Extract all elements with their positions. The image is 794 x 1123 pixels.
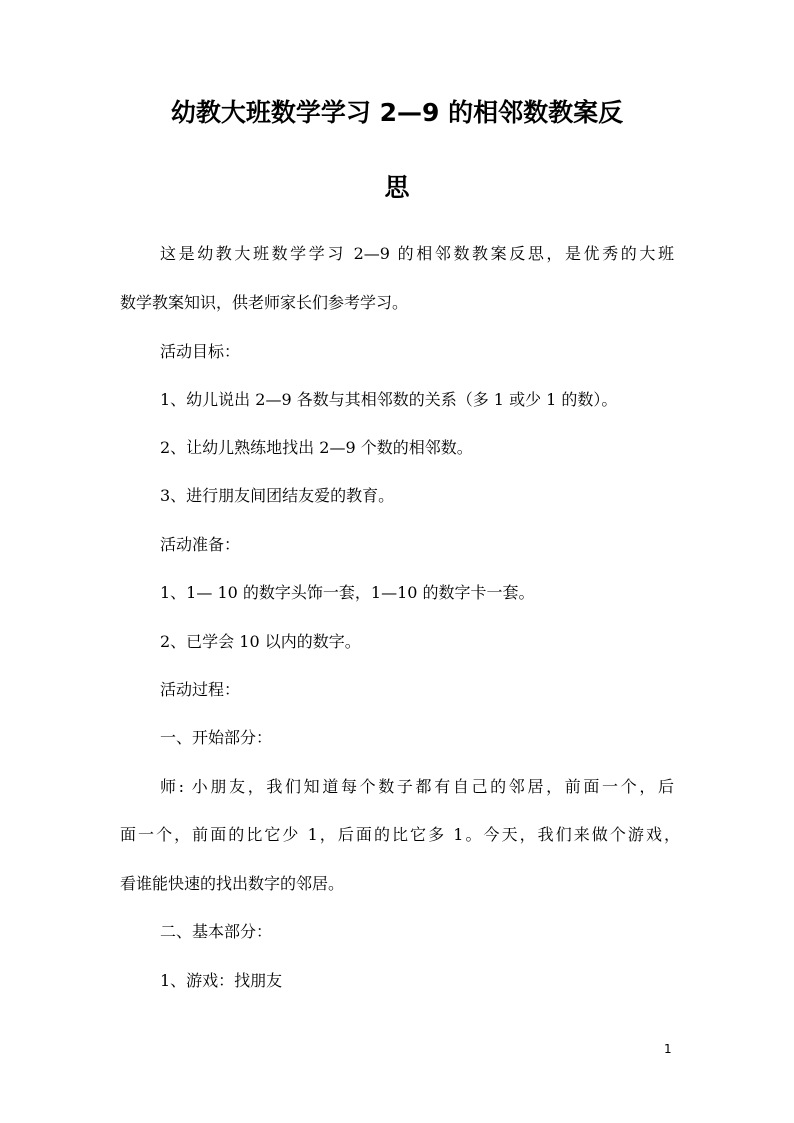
process-heading: 活动过程： [160, 680, 241, 699]
document-title-line-2: 思 [384, 173, 410, 202]
goal-item-3: 3、进行朋友间团结友爱的教育。 [160, 486, 395, 505]
part1-paragraph-line-3: 看谁能快速的找出数字的邻居。 [120, 874, 345, 893]
part2-heading: 二、基本部分： [160, 922, 273, 941]
intro-paragraph-line-2: 数学教案知识，供老师家长们参考学习。 [120, 293, 409, 312]
document-title-line-1: 幼教大班数学学习 2—9 的相邻数教案反 [170, 98, 624, 127]
prep-item-1: 1、1— 10 的数字头饰一套，1—10 的数字卡一套。 [160, 583, 535, 602]
page-number: 1 [664, 1042, 672, 1056]
part1-paragraph-line-1: 师: 小朋友，我们知道每个数子都有自己的邻居，前面一个，后 [160, 777, 674, 796]
part1-paragraph-line-2: 面一个，前面的比它少 1，后面的比它多 1。今天，我们来做个游戏， [120, 825, 680, 844]
goal-item-2: 2、让幼儿熟练地找出 2—9 个数的相邻数。 [160, 438, 473, 457]
prep-heading: 活动准备： [160, 535, 241, 554]
intro-paragraph-line-1: 这是幼教大班数学学习 2—9 的相邻数教案反思，是优秀的大班 [160, 244, 674, 263]
game-item-1: 1、游戏：找朋友 [160, 971, 283, 990]
goal-item-1: 1、幼儿说出 2—9 各数与其相邻数的关系（多 1 或少 1 的数）。 [160, 390, 618, 409]
prep-item-2: 2、已学会 10 以内的数字。 [160, 632, 361, 651]
goal-heading: 活动目标： [160, 342, 241, 361]
part1-heading: 一、开始部分： [160, 728, 273, 747]
